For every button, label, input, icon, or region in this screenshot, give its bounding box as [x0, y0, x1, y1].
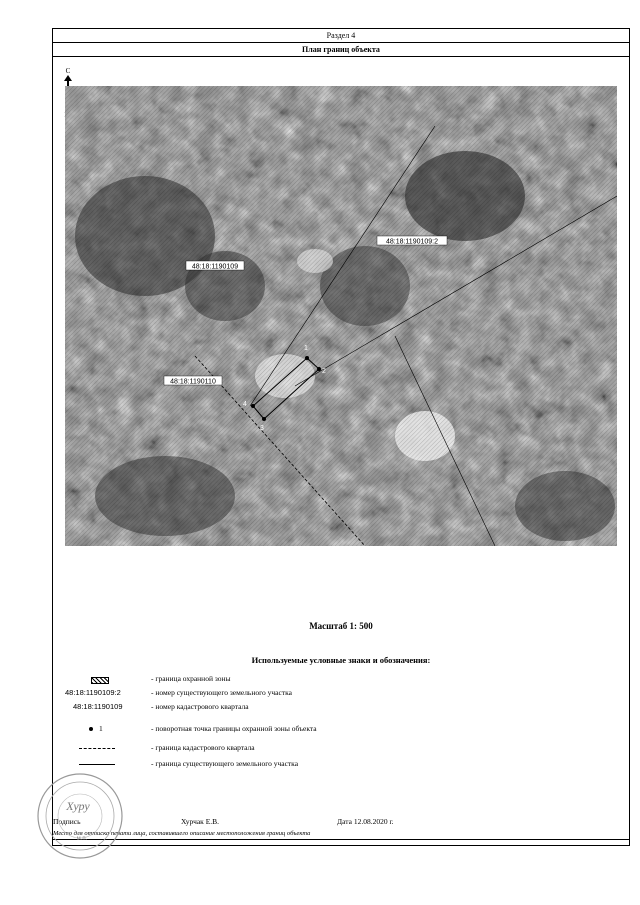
stamp-seal [34, 770, 126, 862]
quarter-label: 48:18:1190110 [170, 378, 216, 386]
point-label: 1 [304, 345, 308, 352]
signature-line [53, 839, 629, 840]
scale-label: Масштаб 1: 500 [309, 621, 373, 631]
parcel-boundary-symbol [79, 764, 115, 765]
legend-symbol-quarter: 48:18:1190109 [73, 702, 123, 711]
legend-text: - граница охранной зоны [151, 674, 231, 683]
legend-text: - поворотная точка границы охранной зоны объекта [151, 724, 317, 733]
turning-point [251, 404, 255, 408]
aerial-map [65, 86, 617, 546]
stamp-text: м.п. [76, 836, 88, 842]
point-label: 4 [243, 401, 247, 408]
stamp-place-note: Место для оттиска печати лица, составившего описание местоположения границ объекта [53, 830, 311, 837]
turning-point [262, 417, 266, 421]
legend-text: - номер кадастрового квартала [151, 702, 249, 711]
protection-zone-symbol [91, 677, 109, 684]
section-header: Раздел 4 [53, 29, 629, 43]
legend-text: - номер существующего земельного участка [151, 688, 292, 697]
page-title: План границ объекта [53, 43, 629, 57]
quarter-label: 48:18:1190109 [191, 263, 239, 271]
legend-title: Используемые условные знаки и обозначения: [251, 655, 431, 665]
document-frame [52, 28, 630, 846]
north-letter: С [65, 67, 71, 75]
turning-point-icon [89, 727, 93, 731]
turning-point [305, 356, 309, 360]
signer-name: Хурчак Е.В. [181, 817, 220, 826]
map-hatching [65, 86, 617, 546]
point-label: 2 [322, 368, 326, 375]
legend-symbol-point: 1 [99, 724, 103, 733]
legend-text: - граница существующего земельного участка [151, 759, 299, 768]
quarter-boundary-symbol [79, 748, 115, 749]
signature-date: Дата 12.08.2020 г. [337, 817, 394, 826]
legend-text: - граница кадастрового квартала [151, 743, 255, 752]
parcel-label: 48:18:1190109:2 [385, 238, 439, 246]
turning-point [317, 367, 321, 371]
legend-symbol-parcel: 48:18:1190109:2 [65, 688, 121, 697]
signature-label: Подпись [53, 817, 81, 826]
point-label: 3 [260, 425, 264, 432]
handwritten-signature: Хуру [66, 799, 90, 813]
